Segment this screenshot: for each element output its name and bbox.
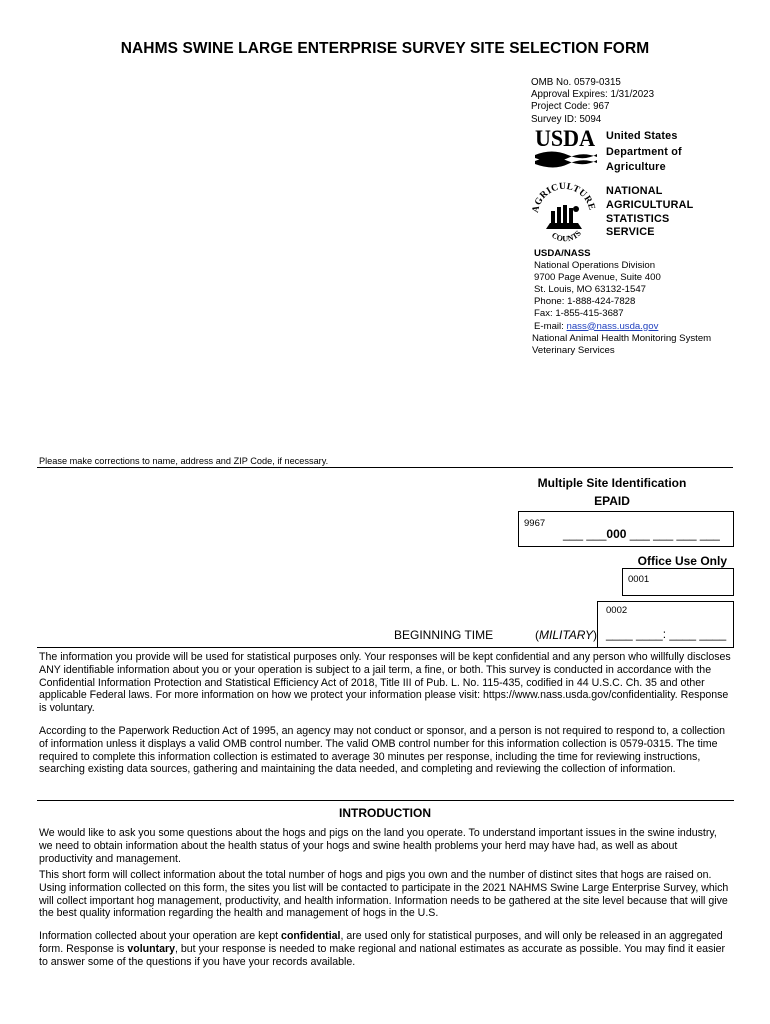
beginning-time-field[interactable]: ____ ____: ____ ____ [606, 627, 727, 641]
office-use-field[interactable] [622, 568, 734, 596]
intro-paragraph-1: We would like to ask you some questions about the hogs and pigs on the land you operate. To understand important issues in the swine industry, we need to obtain information about the health status of your hogs and swine health problems your herd may have had, as well as about productivity and management. [39, 827, 717, 865]
address-nahms: National Animal Health Monitoring System [532, 332, 712, 344]
corrections-note: Please make corrections to name, address and ZIP Code, if necessary. [39, 456, 329, 466]
usda-line-3: Agriculture [606, 161, 666, 173]
privacy-statement: The information you provide will be used for statistical purposes only. Your responses will be kept confidential and any person who willfully discloses ANY identifiable information about you or your operation is subject to a jail term, a fine, or both. This survey is conducted in accordance with the Confidential Information Protection and Statistical Efficiency Act of 2018, Title III of Pub. L. No. 115-435, codified in 44 U.S.C. Ch. 35 and other applicable Federal laws. For more information on how we protect your information please visit: https://www.nass.usda.gov/confidentiality. Response is voluntary. [39, 651, 731, 715]
agriculture-counts-seal [528, 181, 600, 245]
military-close-paren: ) [593, 628, 598, 642]
address-street: 9700 Page Avenue, Suite 400 [534, 272, 661, 284]
approval-expires: Approval Expires: 1/31/2023 [531, 89, 655, 101]
svg-text:USDA: USDA [535, 126, 596, 151]
email-label: E-mail: [534, 320, 567, 332]
nass-line-1: NATIONAL [606, 185, 663, 197]
intro-p3-part: Information collected about your operation are kept [39, 930, 282, 942]
epaid-value: 000 [606, 527, 627, 541]
office-use-code: 0001 [628, 574, 650, 585]
intro-p3-part: , are used only for statistical purposes, and will only be released in an aggregated form. Response is [39, 930, 723, 955]
military-text: MILITARY [539, 628, 594, 642]
svg-text:AGRICULTURE: AGRICULTURE [530, 181, 597, 214]
usda-logo [534, 126, 598, 174]
epaid-field[interactable] [518, 511, 734, 547]
epaid-blanks [563, 527, 720, 541]
email-link[interactable]: nass@nass.usda.gov [566, 320, 659, 332]
msi-label: Multiple Site Identification [537, 476, 687, 490]
beginning-time-label: BEGINNING TIME [394, 628, 494, 642]
divider [37, 800, 734, 801]
nass-line-3: STATISTICS [606, 212, 670, 225]
usda-line-2: Department of [606, 145, 682, 158]
military-label [535, 628, 597, 642]
omb-number: OMB No. 0579-0315 [531, 77, 621, 88]
office-use-label: Office Use Only [637, 554, 727, 568]
nass-name [606, 185, 693, 240]
item-0002-code: 0002 [606, 605, 628, 616]
intro-paragraph-3 [39, 930, 733, 968]
address-division: National Operations Division [534, 260, 656, 272]
nass-line-2: AGRICULTURAL [606, 198, 694, 211]
divider [37, 467, 733, 468]
epaid-blank-a: ___ ___ [563, 527, 607, 541]
site-identification-heading [490, 475, 734, 510]
voluntary-emphasis: voluntary [127, 942, 176, 955]
divider [37, 647, 734, 648]
address-email-row [534, 321, 711, 333]
epaid-blank-b: ___ ___ ___ ___ [626, 527, 720, 541]
address-fax: Fax: 1-855-415-3687 [534, 308, 624, 320]
survey-id: Survey ID: 5094 [531, 113, 602, 125]
project-code: Project Code: 967 [531, 101, 610, 113]
form-title: NAHMS SWINE LARGE ENTERPRISE SURVEY SITE SELECTION FORM [120, 40, 650, 57]
confidential-emphasis: confidential [281, 930, 341, 942]
address-org: USDA/NASS [534, 248, 591, 259]
nass-line-4: SERVICE [606, 226, 655, 239]
svg-text:COUNTS: COUNTS [550, 228, 583, 244]
paperwork-statement: According to the Paperwork Reduction Act of 1995, an agency may not conduct or sponsor, and a person is not required to respond to, a collection of information unless it displays a valid OMB control number. The valid OMB control number for this information collection is 0579-0315. The time required to complete this information collection is estimated to average 30 minutes per response, including the time for reviewing instructions, searching existing data sources, gathering and maintaining the data needed, and completing and reviewing the collection of information. [39, 725, 726, 776]
usda-department-name [606, 129, 682, 176]
intro-paragraph-2: This short form will collect information about the total number of hogs and pigs you own and the number of distinct sites that hogs are raised on. Using information collected on this form, the sites you list will be contacted to participate in the 2021 NAHMS Swine Large Enterprise Survey, which will collect important hog management, productivity, and health information. Information needs to be gathered at the site level because that will give the best quality information regarding the health and management of hogs in the U.S. [39, 869, 729, 920]
address-vs: Veterinary Services [532, 344, 615, 356]
omb-info [531, 77, 654, 126]
introduction-heading: INTRODUCTION [339, 806, 431, 820]
usda-line-1: United States [606, 130, 678, 142]
address-city: St. Louis, MO 63132-1547 [534, 284, 646, 296]
epaid-item-code: 9967 [524, 518, 546, 529]
address-phone: Phone: 1-888-424-7828 [534, 296, 636, 308]
epaid-label: EPAID [594, 493, 630, 508]
nass-address-block [534, 248, 711, 357]
military-open-paren: ( [535, 628, 539, 642]
intro-p3-part: , but your response is needed to make regional and national estimates as accurate as possible. You may find it easier to answer some of the questions if you have your records available. [39, 942, 726, 968]
